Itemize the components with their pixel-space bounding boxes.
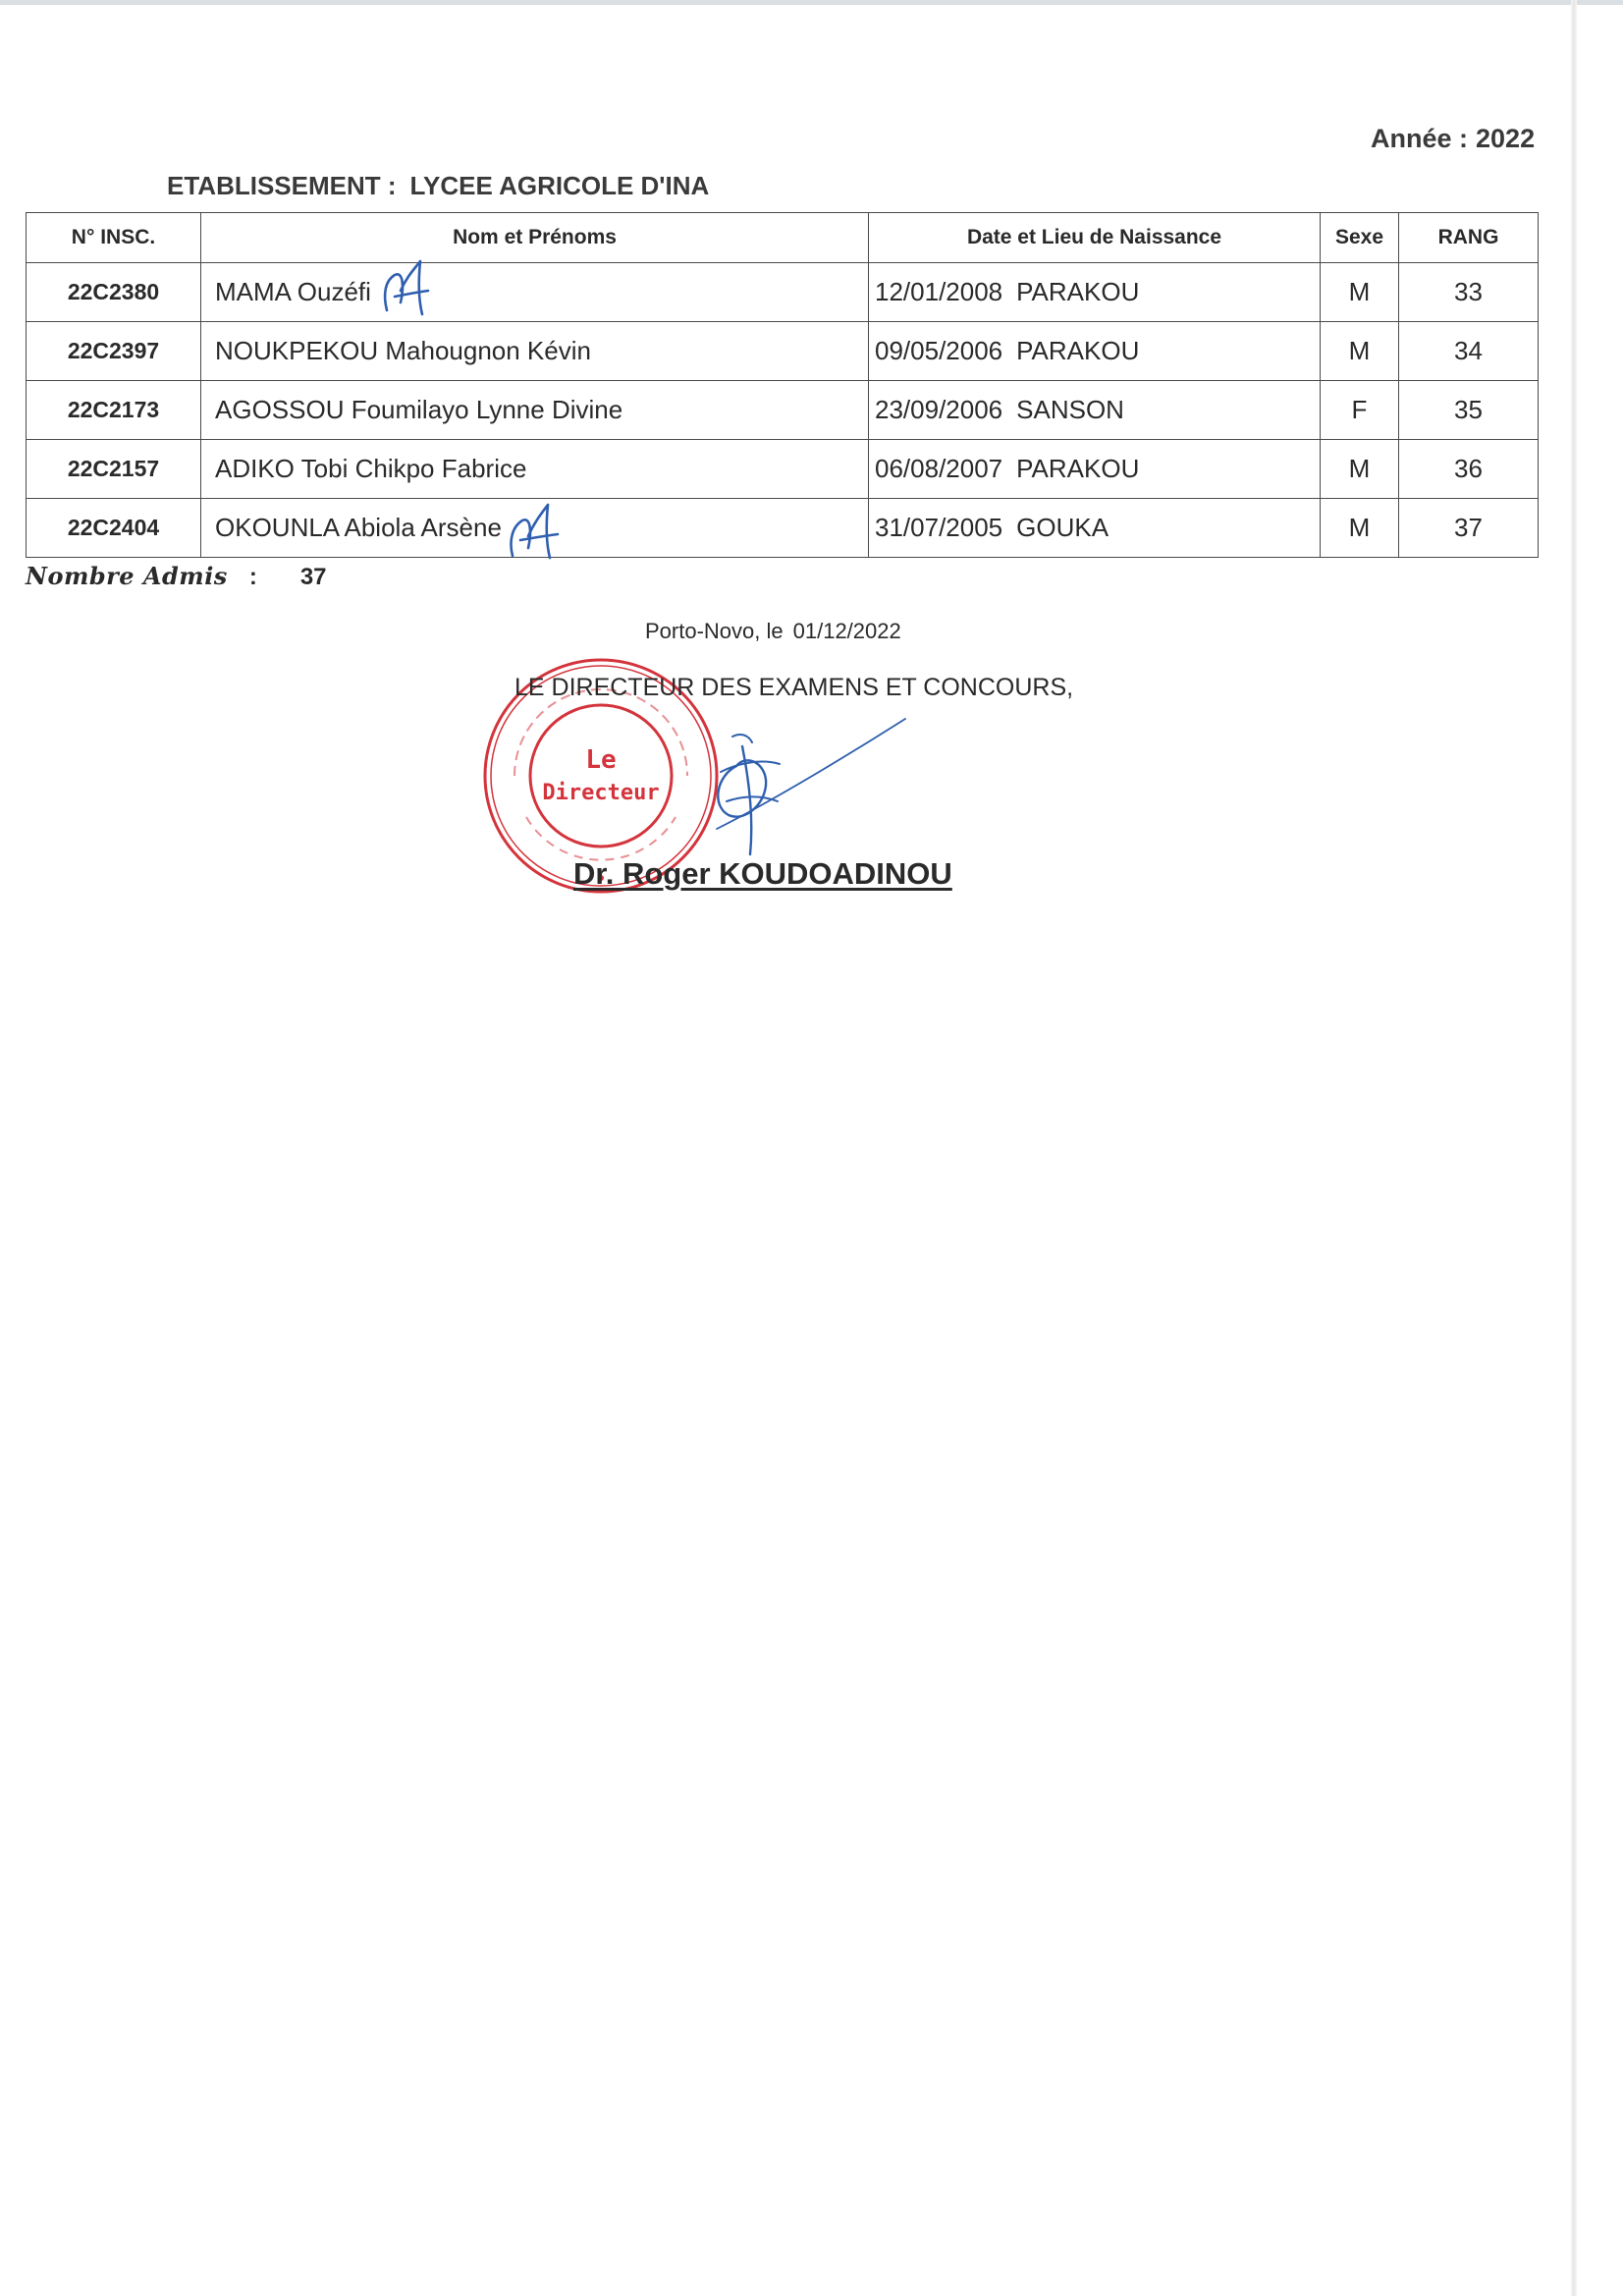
cell-nom: OKOUNLA Abiola Arsène — [201, 499, 869, 558]
cell-naissance — [869, 499, 1321, 558]
year-value: 2022 — [1476, 124, 1536, 153]
column-header-naissance: Date et Lieu de Naissance — [869, 213, 1321, 263]
etablissement-label: ETABLISSEMENT : — [167, 171, 397, 200]
table-row — [27, 381, 1539, 440]
table-row — [27, 263, 1539, 322]
birth-place: GOUKA — [1016, 513, 1109, 542]
stamp-center-line1: Le — [585, 745, 617, 775]
birth-date: 12/01/2008 — [875, 277, 1003, 306]
cell-nom: ADIKO Tobi Chikpo Fabrice — [201, 440, 869, 499]
column-header-nom: Nom et Prénoms — [201, 213, 869, 263]
scan-right-edge — [1571, 0, 1577, 2296]
cell-nom: AGOSSOU Foumilayo Lynne Divine — [201, 381, 869, 440]
table-row — [27, 499, 1539, 558]
signatory-name: Dr. Roger KOUDOADINOU — [573, 856, 952, 891]
stamp-center-line2: Directeur — [542, 781, 660, 805]
cell-insc: 22C2380 — [27, 263, 201, 322]
cell-rang: 37 — [1399, 499, 1539, 558]
column-header-sexe: Sexe — [1321, 213, 1399, 263]
table-row — [27, 440, 1539, 499]
results-table — [26, 212, 1539, 558]
year-label: Année : — [1371, 124, 1469, 153]
cell-insc: 22C2157 — [27, 440, 201, 499]
cell-naissance — [869, 381, 1321, 440]
cell-sexe: M — [1321, 440, 1399, 499]
table-header-row — [27, 213, 1539, 263]
handwritten-signature — [677, 707, 913, 874]
handwritten-initials-2 — [503, 495, 571, 564]
cell-rang: 34 — [1399, 322, 1539, 381]
birth-place: PARAKOU — [1016, 336, 1140, 365]
birth-date: 31/07/2005 — [875, 513, 1003, 542]
year-line — [1371, 124, 1535, 154]
cell-rang: 35 — [1399, 381, 1539, 440]
birth-place: PARAKOU — [1016, 454, 1140, 483]
cell-naissance — [869, 440, 1321, 499]
scan-top-edge — [0, 0, 1623, 5]
birth-place: PARAKOU — [1016, 277, 1140, 306]
cell-insc: 22C2397 — [27, 322, 201, 381]
cell-sexe: M — [1321, 263, 1399, 322]
etablissement-name: LYCEE AGRICOLE D'INA — [409, 171, 710, 200]
admitted-count-label: Nombre Admis — [26, 562, 228, 590]
admitted-count-colon: : — [248, 564, 257, 590]
column-header-insc: N° INSC. — [27, 213, 201, 263]
cell-insc: 22C2173 — [27, 381, 201, 440]
admitted-count-value: 37 — [299, 564, 327, 590]
cell-nom: NOUKPEKOU Mahougnon Kévin — [201, 322, 869, 381]
admitted-count-line — [26, 562, 327, 591]
director-title: LE DIRECTEUR DES EXAMENS ET CONCOURS, — [514, 674, 1074, 701]
table-row — [27, 322, 1539, 381]
birth-date: 06/08/2007 — [875, 454, 1003, 483]
birth-date: 23/09/2006 — [875, 395, 1003, 424]
date-text: 01/12/2022 — [792, 619, 901, 643]
column-header-rang: RANG — [1399, 213, 1539, 263]
cell-rang: 33 — [1399, 263, 1539, 322]
place-text: Porto-Novo, le — [645, 619, 784, 643]
etablissement-line — [167, 171, 709, 201]
birth-date: 09/05/2006 — [875, 336, 1003, 365]
place-date-line — [645, 619, 901, 644]
cell-naissance — [869, 322, 1321, 381]
cell-sexe: M — [1321, 499, 1399, 558]
cell-nom: MAMA Ouzéfi — [201, 263, 869, 322]
cell-rang: 36 — [1399, 440, 1539, 499]
cell-insc: 22C2404 — [27, 499, 201, 558]
birth-place: SANSON — [1016, 395, 1124, 424]
cell-naissance — [869, 263, 1321, 322]
cell-sexe: F — [1321, 381, 1399, 440]
cell-sexe: M — [1321, 322, 1399, 381]
handwritten-initials-1 — [375, 251, 444, 320]
